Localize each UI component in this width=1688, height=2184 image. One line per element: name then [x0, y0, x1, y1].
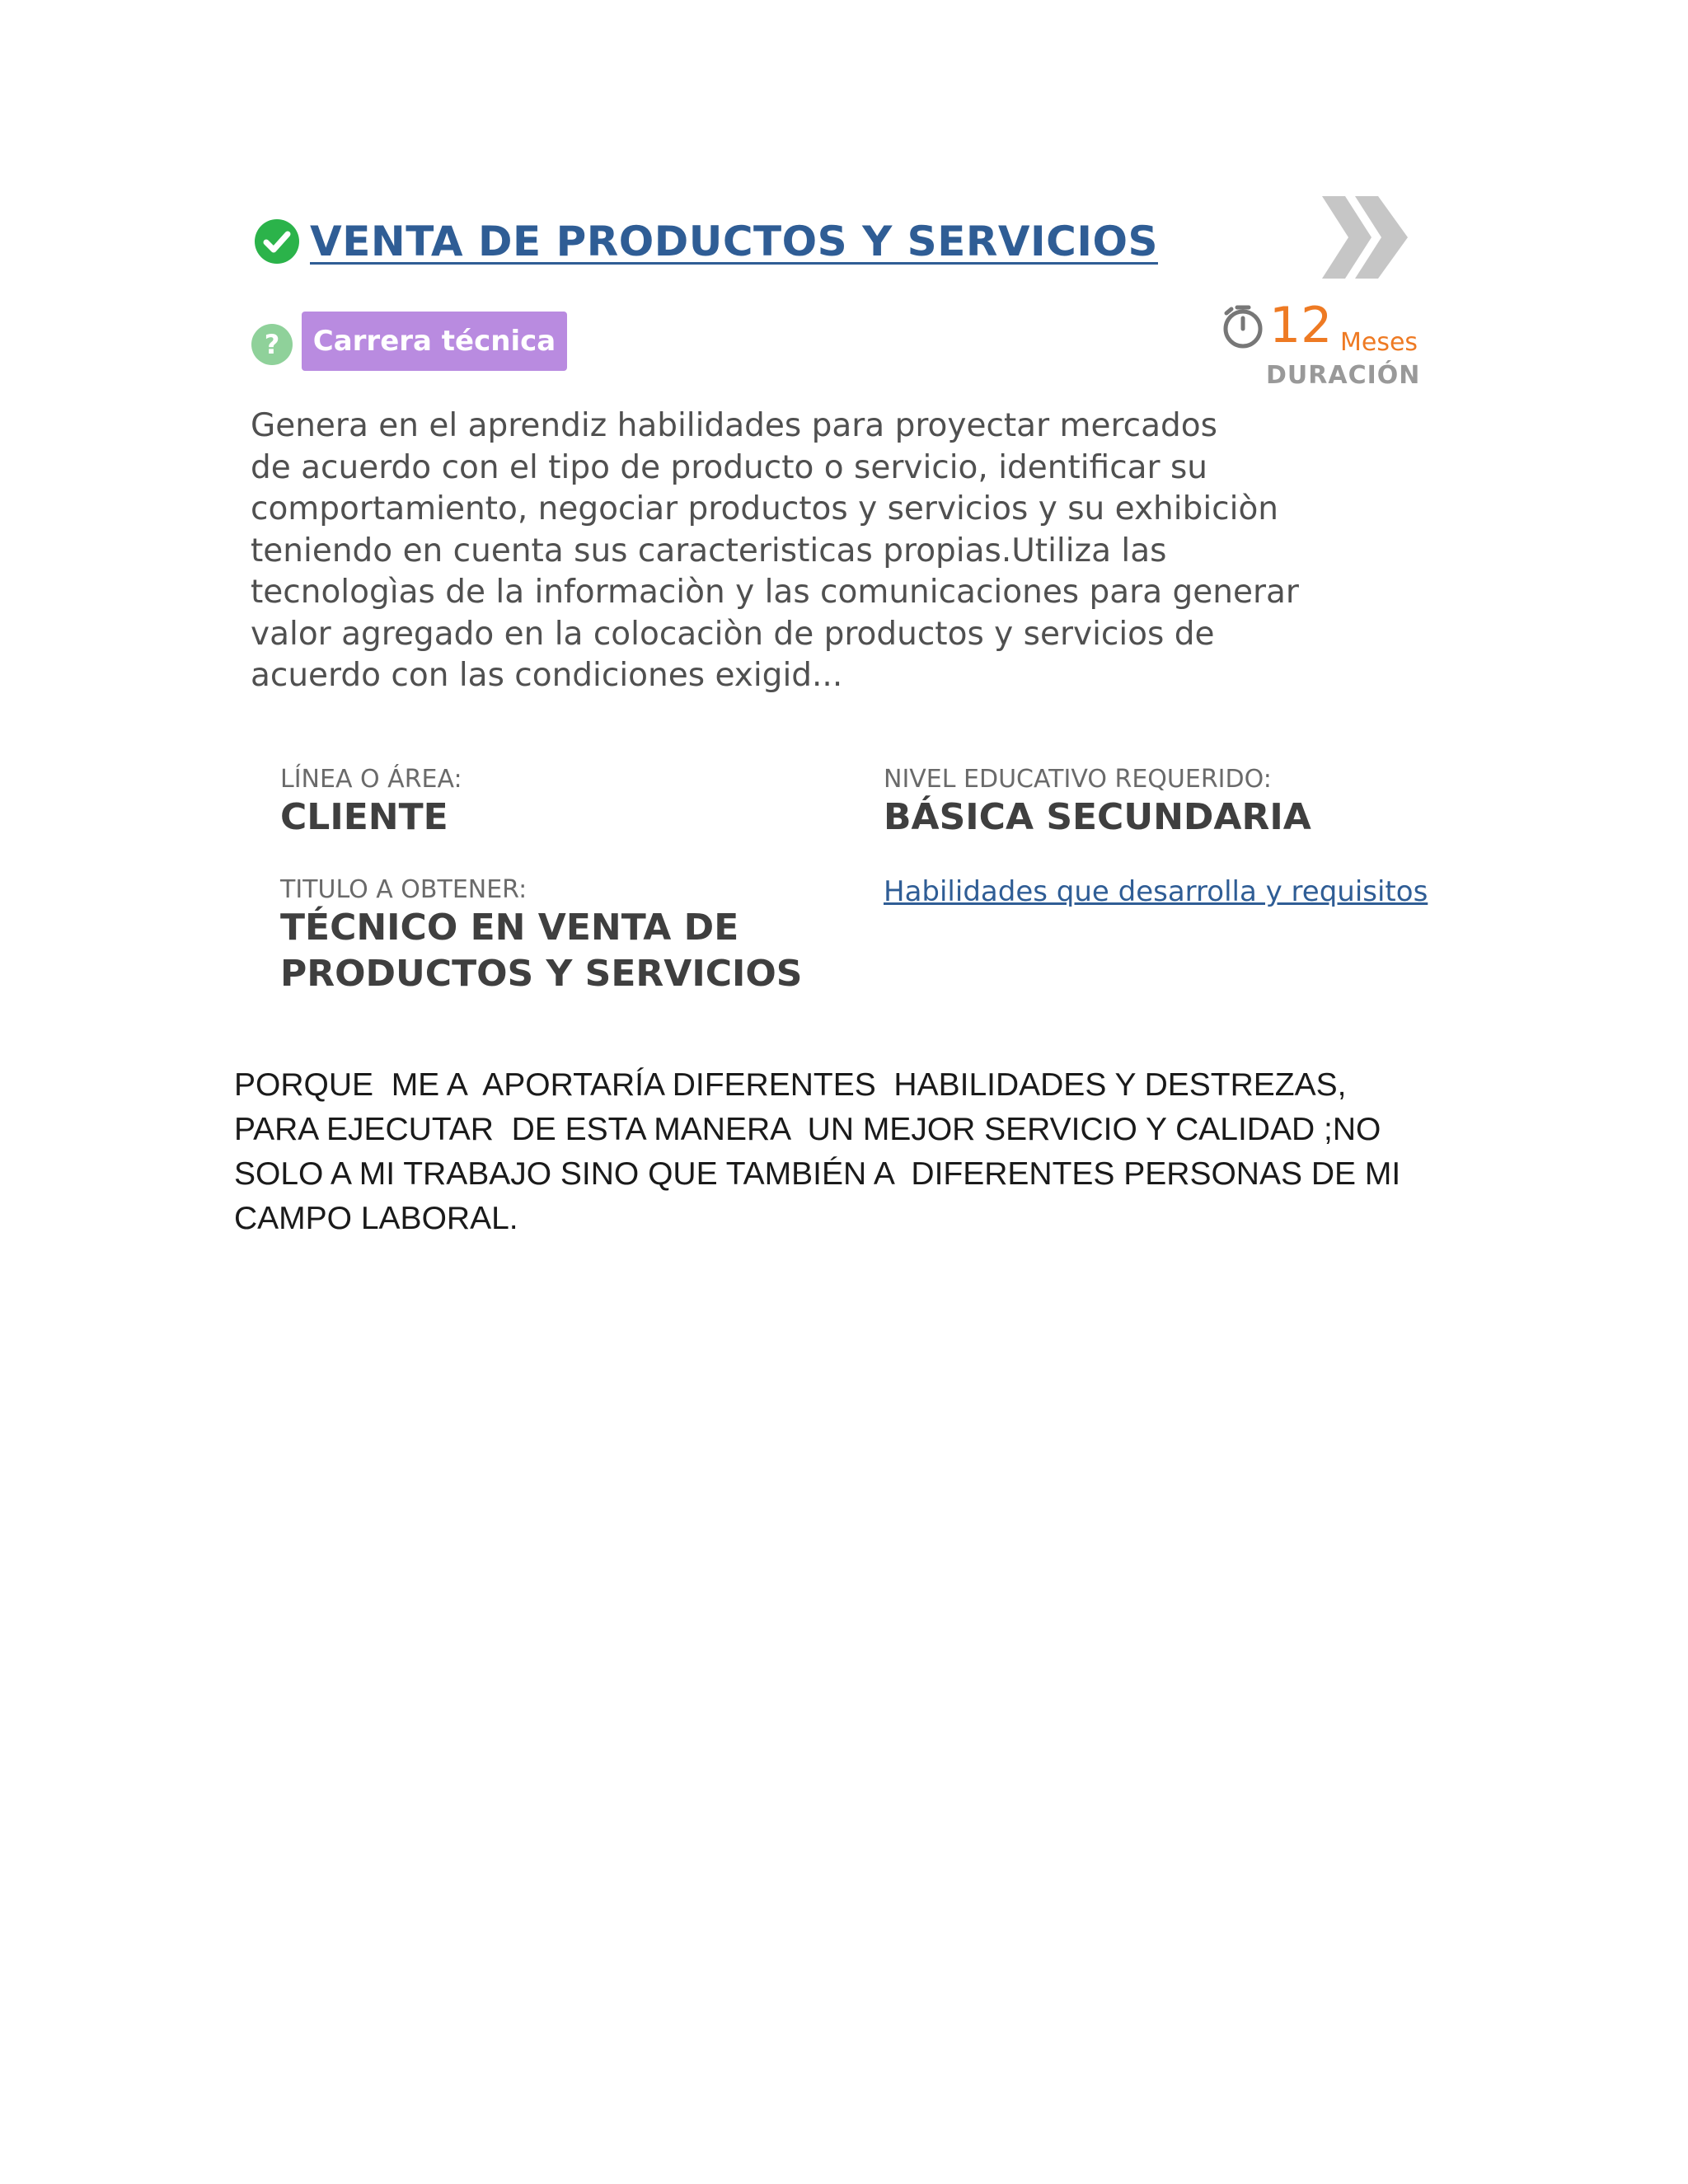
area-label: LÍNEA O ÁREA:	[280, 765, 462, 794]
description-line: Genera en el aprendiz habilidades para proyectar mercados	[251, 407, 1217, 444]
education-level-value: BÁSICA SECUNDARIA	[884, 796, 1311, 838]
area-value: CLIENTE	[280, 796, 448, 838]
description-line: teniendo en cuenta sus caracteristicas propias.Utiliza las	[251, 532, 1167, 569]
question-circle-icon[interactable]	[251, 323, 293, 366]
description-line: de acuerdo con el tipo de producto o servicio, identificar su	[251, 448, 1208, 486]
duration-value: 12	[1269, 297, 1333, 354]
degree-value: TÉCNICO EN VENTA DE PRODUCTOS Y SERVICIOS	[280, 907, 803, 995]
answer-paragraph: PORQUE ME A APORTARÍA DIFERENTES HABILIDADES Y DESTREZAS, PARA EJECUTAR DE ESTA MANERA UN MEJOR SERVICIO Y CALIDAD ;NO SOLO A MI TRABAJO SINO QUE TAMBIÉN A DIFERENTES PERSONAS DE MI CAMPO LABORAL.	[234, 1067, 1401, 1236]
description-line: valor agregado en la colocaciòn de productos y servicios de	[251, 615, 1215, 653]
check-circle-icon	[254, 218, 300, 265]
skills-requirements-link[interactable]: Habilidades que desarrolla y requisitos	[884, 875, 1428, 908]
stopwatch-icon	[1220, 303, 1266, 349]
career-type-badge: Carrera técnica	[302, 312, 567, 371]
course-description	[251, 405, 1367, 697]
description-line: tecnologìas de la informaciòn y las comunicaciones para generar	[251, 574, 1299, 611]
course-card	[236, 183, 1456, 1040]
double-chevron-right-icon[interactable]	[1317, 193, 1414, 282]
svg-text:?: ?	[264, 329, 280, 360]
course-title-link[interactable]: VENTA DE PRODUCTOS Y SERVICIOS	[310, 218, 1158, 265]
description-line: comportamiento, negociar productos y servicios y su exhibiciòn	[251, 490, 1279, 527]
degree-label: TITULO A OBTENER:	[280, 875, 528, 904]
course-title-row	[254, 218, 1158, 265]
duration-label: DURACIÓN	[1266, 361, 1421, 390]
duration-unit: Meses	[1340, 328, 1418, 357]
description-line: acuerdo con las condiciones exigid...	[251, 657, 843, 694]
education-level-label: NIVEL EDUCATIVO REQUERIDO:	[884, 765, 1272, 794]
